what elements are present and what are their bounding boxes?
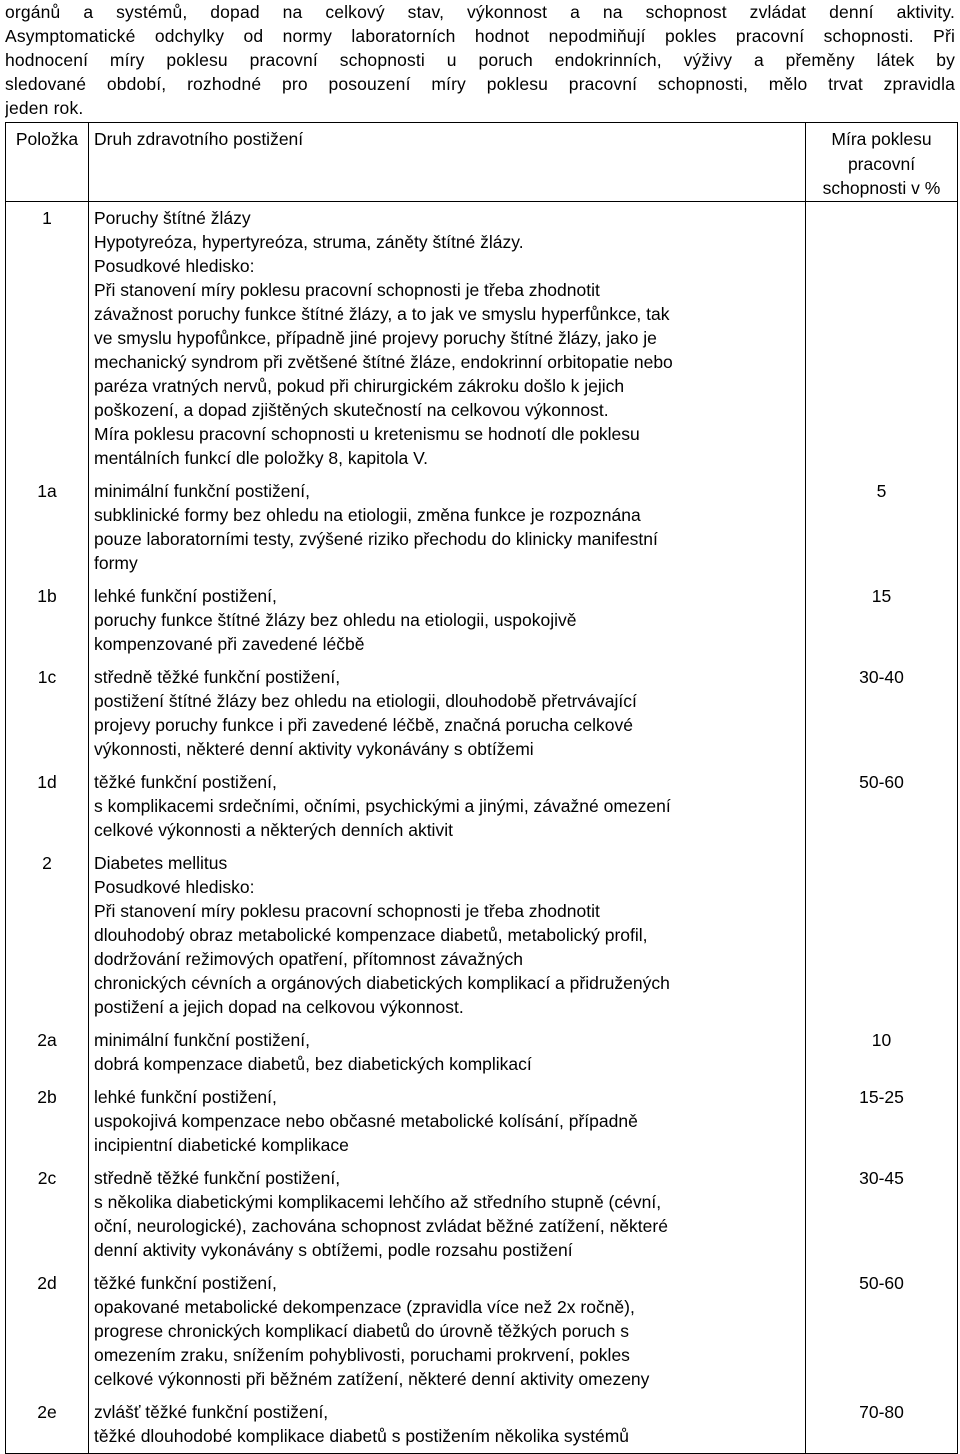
description-line: lehké funkční postižení,: [94, 1086, 277, 1107]
table-row: [6, 661, 958, 766]
description-line: subklinické formy bez ohledu na etiologii, změna funkce je rozpoznána: [94, 504, 641, 525]
header-item: Položka: [6, 123, 89, 202]
description-line: dodržování režimových opatření, přítomnost závažných: [94, 948, 523, 969]
row-description: [89, 1081, 806, 1162]
row-item-number: 2b: [6, 1081, 89, 1162]
row-item-number: 1d: [6, 766, 89, 847]
row-percent: 15: [806, 580, 958, 661]
table-row: [6, 580, 958, 661]
description-line: formy: [94, 552, 138, 573]
row-item-number: 1b: [6, 580, 89, 661]
table-row: [6, 1024, 958, 1081]
row-percent: 10: [806, 1024, 958, 1081]
description-line: omezením zraku, snížením pohyblivosti, poruchami prokrvení, pokles: [94, 1344, 630, 1365]
table-row: [6, 766, 958, 847]
description-line: Posudkové hledisko:: [94, 876, 255, 897]
description-line: závažnost poruchy funkce štítné žlázy, a to jak ve smyslu hyperfůnkce, tak: [94, 303, 670, 324]
description-line: Hypotyreóza, hypertyreóza, struma, záněty štítné žlázy.: [94, 231, 524, 252]
row-description: [89, 580, 806, 661]
row-item-number: 2: [6, 847, 89, 1024]
description-line: středně těžké funkční postižení,: [94, 1167, 341, 1188]
row-item-number: 1a: [6, 475, 89, 580]
row-item-number: 2a: [6, 1024, 89, 1081]
description-line: denní aktivity vykonávány s obtížemi, podle rozsahu postižení: [94, 1239, 573, 1260]
intro-line: Asymptomatické odchylky od normy laboratorních hodnot nepodmiňují pokles pracovní schopnosti. Při: [5, 26, 955, 46]
row-description: [89, 661, 806, 766]
row-percent: 30-40: [806, 661, 958, 766]
header-percent: Míra poklesu pracovní schopnosti v %: [806, 123, 958, 202]
description-line: lehké funkční postižení,: [94, 585, 277, 606]
row-item-number: 2d: [6, 1267, 89, 1396]
table-row: [6, 847, 958, 1024]
description-line: dlouhodobý obraz metabolické kompenzace diabetů, metabolický profil,: [94, 924, 648, 945]
table-row: [6, 1162, 958, 1267]
row-description: [89, 1162, 806, 1267]
description-line: poškození, a dopad zjištěných skutečností na celkovou výkonnost.: [94, 399, 609, 420]
description-line: uspokojivá kompenzace nebo občasné metabolické kolísání, případně: [94, 1110, 638, 1131]
description-line: incipientní diabetické komplikace: [94, 1134, 349, 1155]
description-line: středně těžké funkční postižení,: [94, 666, 341, 687]
description-line: mechanický syndrom při zvětšené štítné žláze, endokrinní orbitopatie nebo: [94, 351, 673, 372]
description-line: projevy poruchy funkce i při zavedené léčbě, značná porucha celkové: [94, 714, 633, 735]
row-percent: 30-45: [806, 1162, 958, 1267]
table-row: [6, 1081, 958, 1162]
row-description: [89, 201, 806, 475]
intro-line: jeden rok.: [5, 98, 84, 118]
intro-paragraph: [5, 0, 955, 120]
description-line: minimální funkční postižení,: [94, 1029, 310, 1050]
row-description: [89, 847, 806, 1024]
description-line: chronických cévních a orgánových diabetických komplikací a přidružených: [94, 972, 670, 993]
table-row: [6, 1267, 958, 1396]
description-line: paréza vratných nervů, pokud při chirurgickém zákroku došlo k jejich: [94, 375, 625, 396]
row-percent: 70-80: [806, 1396, 958, 1454]
description-line: Posudkové hledisko:: [94, 255, 255, 276]
header-description: Druh zdravotního postižení: [89, 123, 806, 202]
intro-line: hodnocení míry poklesu pracovní schopnosti u poruch endokrinních, výživy a přeměny látek by: [5, 50, 955, 70]
description-line: pouze laboratorními testy, zvýšené riziko přechodu do klinicky manifestní: [94, 528, 658, 549]
description-line: Diabetes mellitus: [94, 852, 228, 873]
description-line: celkové výkonnosti a některých denních aktivit: [94, 819, 453, 840]
description-line: postižení a jejich dopad na celkovou výkonnost.: [94, 996, 464, 1017]
description-line: ve smyslu hypofůnkce, případně jiné projevy poruchy štítné žlázy, jako je: [94, 327, 657, 348]
description-line: celkové výkonnosti při běžném zatížení, některé denní aktivity omezeny: [94, 1368, 650, 1389]
description-line: těžké dlouhodobé komplikace diabetů s postižením několika systémů: [94, 1425, 630, 1446]
row-percent: 15-25: [806, 1081, 958, 1162]
description-line: Poruchy štítné žlázy: [94, 207, 251, 228]
row-description: [89, 475, 806, 580]
description-line: Míra poklesu pracovní schopnosti u kretenismu se hodnotí dle poklesu: [94, 423, 640, 444]
row-percent: [806, 847, 958, 1024]
intro-line: orgánů a systémů, dopad na celkový stav, výkonnost a na schopnost zvládat denní aktivity.: [5, 2, 955, 22]
description-line: oční, neurologické), zachována schopnost zvládat běžné zatížení, některé: [94, 1215, 668, 1236]
description-line: poruchy funkce štítné žlázy bez ohledu na etiologii, uspokojivě: [94, 609, 577, 630]
row-description: [89, 1024, 806, 1081]
row-item-number: 1: [6, 201, 89, 475]
row-item-number: 1c: [6, 661, 89, 766]
table-row: [6, 1396, 958, 1454]
description-line: minimální funkční postižení,: [94, 480, 310, 501]
row-percent: 50-60: [806, 766, 958, 847]
row-percent: 50-60: [806, 1267, 958, 1396]
description-line: mentálních funkcí dle položky 8, kapitola V.: [94, 447, 428, 468]
description-line: těžké funkční postižení,: [94, 771, 277, 792]
description-line: zvlášť těžké funkční postižení,: [94, 1401, 329, 1422]
row-description: [89, 1267, 806, 1396]
description-line: kompenzované při zavedené léčbě: [94, 633, 365, 654]
description-line: výkonnosti, některé denní aktivity vykonávány s obtížemi: [94, 738, 534, 759]
description-line: s několika diabetickými komplikacemi lehčího až středního stupně (cévní,: [94, 1191, 662, 1212]
table-row: [6, 475, 958, 580]
row-description: [89, 766, 806, 847]
row-item-number: 2c: [6, 1162, 89, 1267]
intro-line: sledované období, rozhodné pro posouzení míry poklesu pracovní schopnosti, mělo trvat zpravidla: [5, 74, 955, 94]
description-line: dobrá kompenzace diabetů, bez diabetických komplikací: [94, 1053, 532, 1074]
description-line: s komplikacemi srdečními, očními, psychickými a jinými, závažné omezení: [94, 795, 671, 816]
row-item-number: 2e: [6, 1396, 89, 1454]
row-percent: [806, 201, 958, 475]
description-line: progrese chronických komplikací diabetů do úrovně těžkých poruch s: [94, 1320, 629, 1341]
description-line: opakované metabolické dekompenzace (zpravidla více než 2x ročně),: [94, 1296, 635, 1317]
row-description: [89, 1396, 806, 1454]
description-line: Při stanovení míry poklesu pracovní schopnosti je třeba zhodnotit: [94, 900, 600, 921]
description-line: postižení štítné žlázy bez ohledu na etiologii, dlouhodobě přetrvávající: [94, 690, 637, 711]
disability-table: [5, 122, 958, 1454]
table-header-row: [6, 123, 958, 202]
description-line: těžké funkční postižení,: [94, 1272, 277, 1293]
table-row: [6, 201, 958, 475]
description-line: Při stanovení míry poklesu pracovní schopnosti je třeba zhodnotit: [94, 279, 600, 300]
row-percent: 5: [806, 475, 958, 580]
